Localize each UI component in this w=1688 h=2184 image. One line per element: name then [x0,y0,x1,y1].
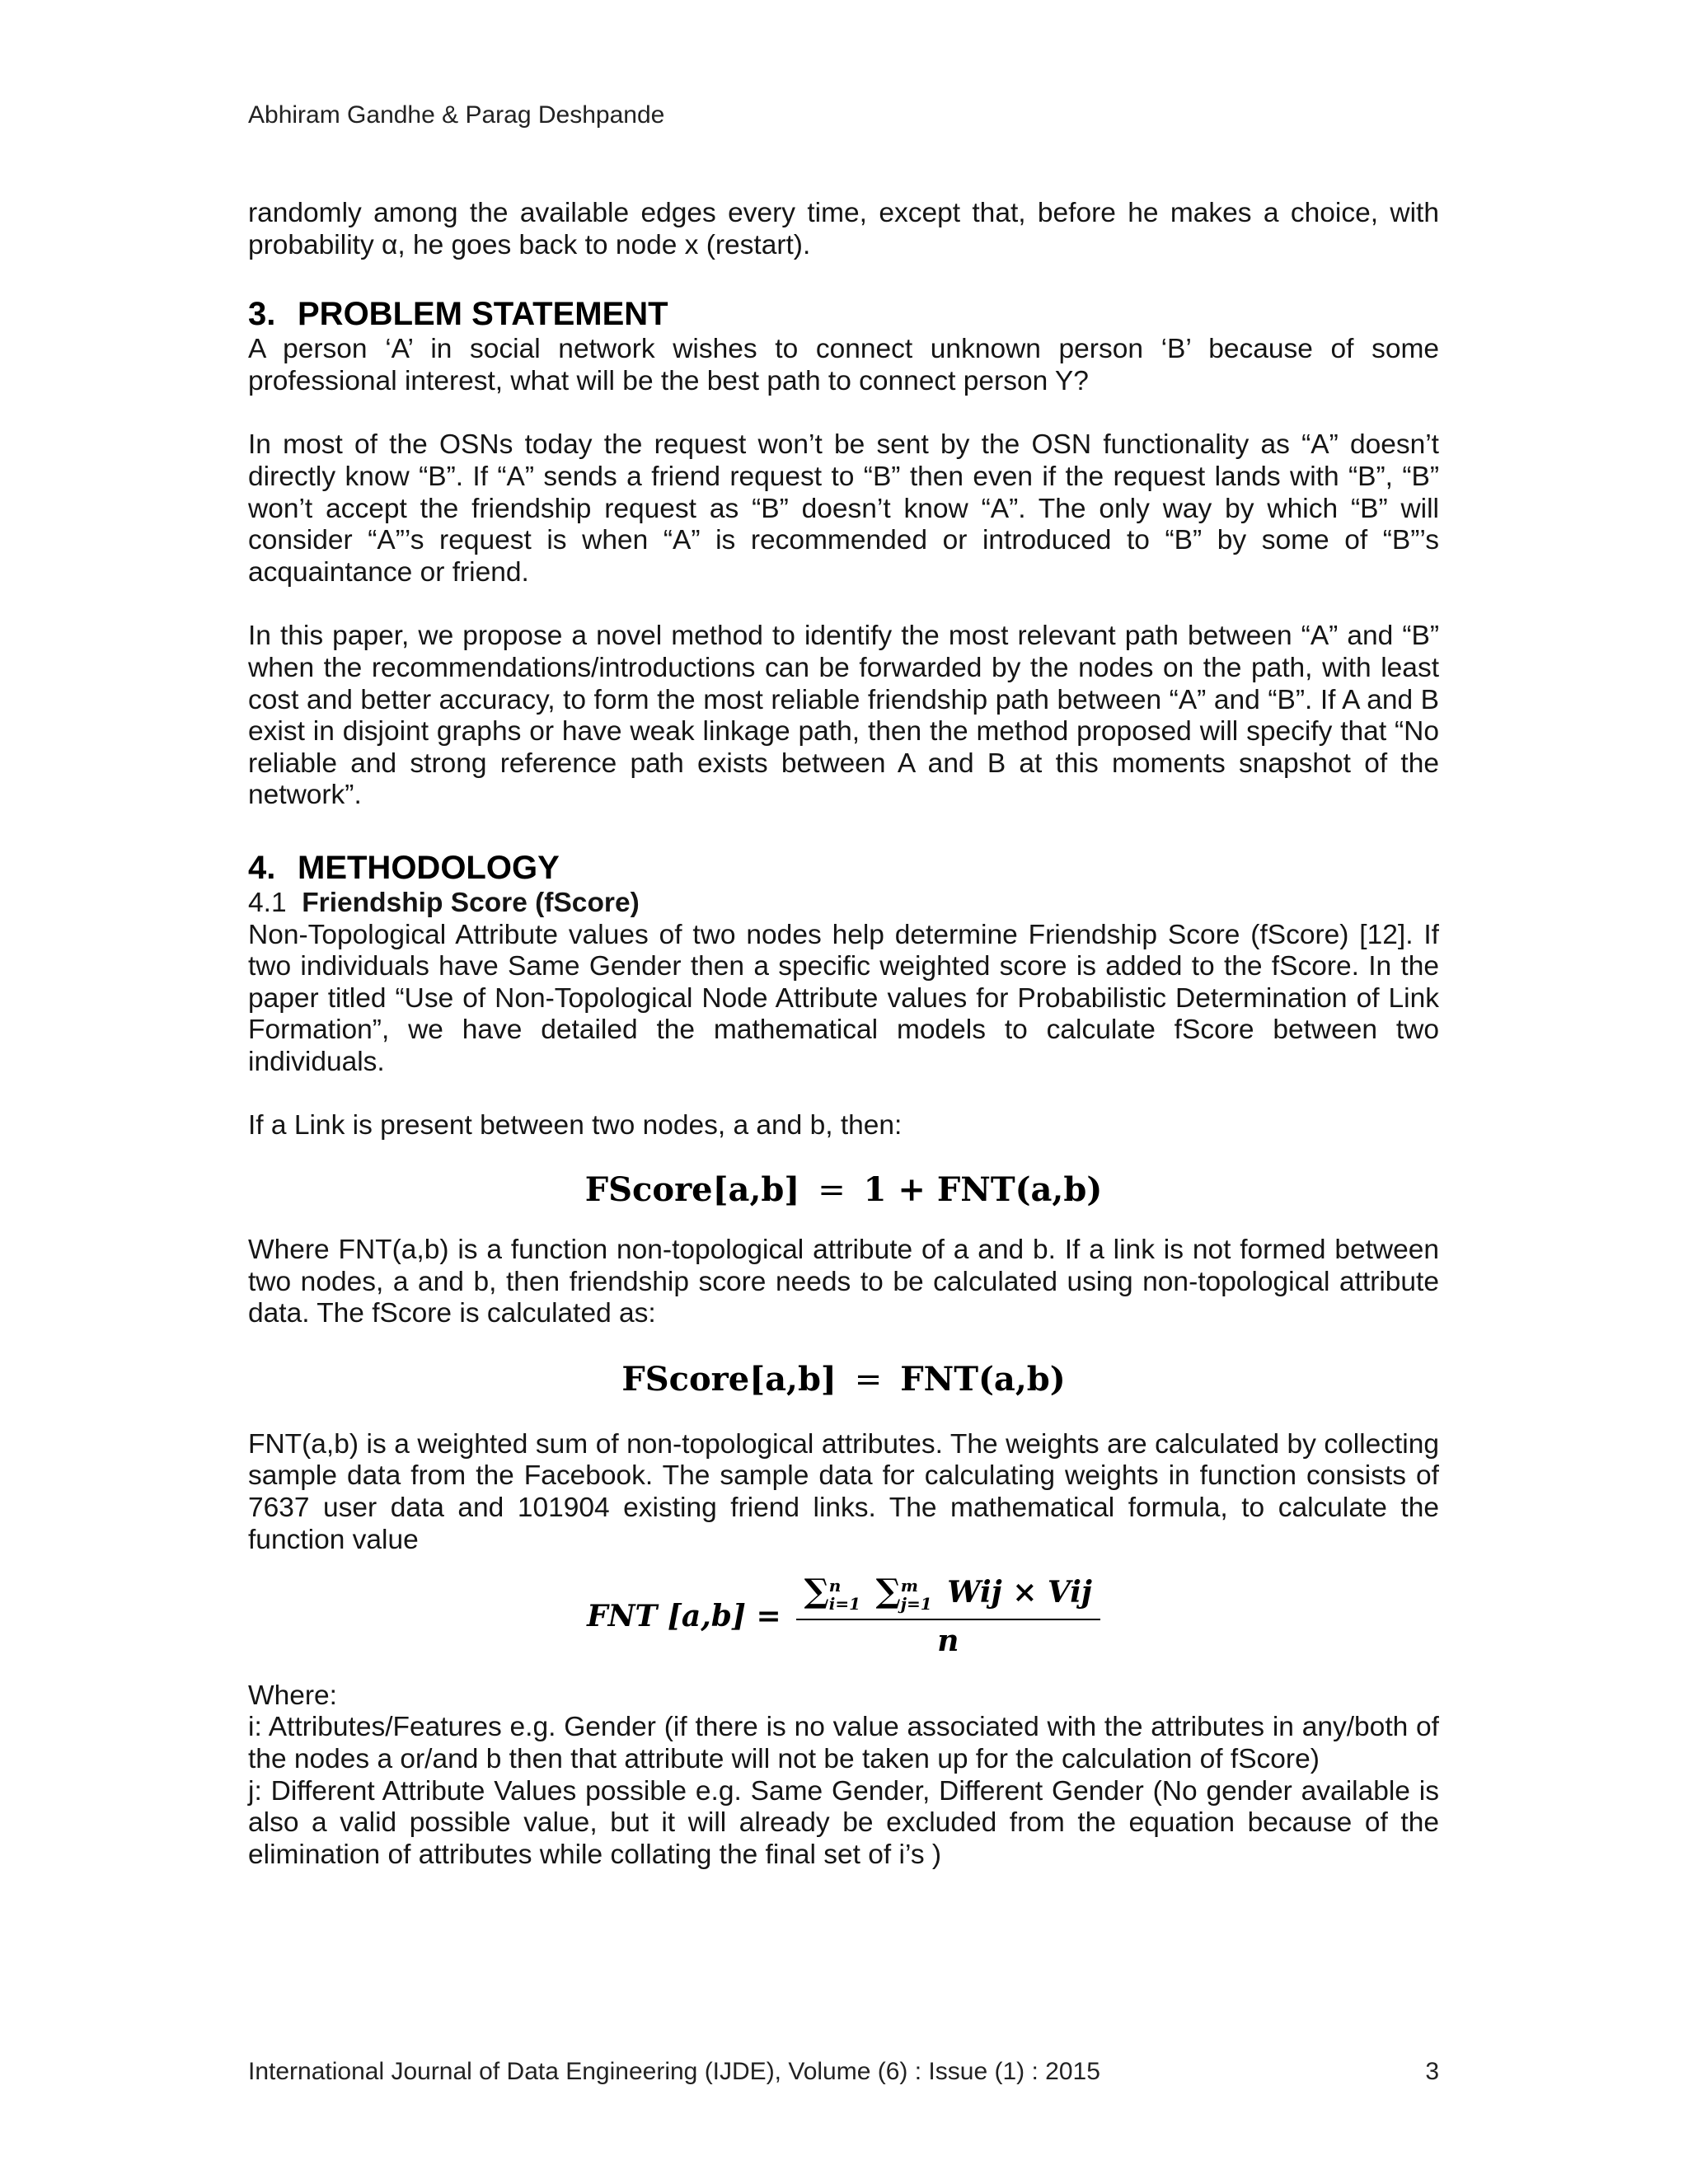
equation-3-numerator [796,1572,1100,1620]
subsection-4-1-heading [248,888,1439,920]
subsection-number: 4.1 [248,887,287,918]
definition-j: j: Different Attribute Values possible e.g. Same Gender, Different Gender (No gender available is also a valid possible value, but it will already be excluded from the equation because of the elimination of attributes while collating the final set of i’s ) [248,1775,1439,1870]
page-content [248,198,1439,1871]
equation-1-equals: = [818,1171,846,1210]
equation-3-denominator: n [937,1624,959,1659]
intro-paragraph: randomly among the available edges every time, except that, before he makes a choice, with probability α, he goes back to node x (restart). [248,198,1439,260]
equation-fscore-linked [248,1169,1439,1212]
section-3-paragraph-3: In this paper, we propose a novel method to identify the most relevant path between “A” and “B” when the recommendations/introductions can be forwarded by the nodes on the path, with least cost and better accuracy, to form the most reliable friendship path between “A” and “B”. If A and B exist in disjoint graphs or have weak linkage path, then the method proposed will specify that “No reliable and strong reference path exists between A and B at this moments snapshot of the network”. [248,621,1439,811]
section-4-paragraph-4: FNT(a,b) is a weighted sum of non-topological attributes. The weights are calculated by collecting sample data from the Facebook. The sample data for calculating weights in function consists of 7637 user data and 101904 existing friend links. The mathematical formula, to calculate the function value [248,1428,1439,1555]
where-label: Where: [248,1680,337,1711]
section-4-heading [248,848,1439,888]
equation-3-lhs: FNT [a,b] = [587,1599,781,1634]
equation-fscore-unlinked [248,1358,1439,1401]
equation-fnt [248,1572,1439,1659]
equation-2-equals: = [854,1360,883,1399]
summation-limits-i: n i=1 [828,1576,861,1615]
section-4-title: METHODOLOGY [298,849,560,886]
equation-2-rhs: FNT(a,b) [900,1359,1066,1399]
equation-3-term: Wij × Vij [947,1575,1092,1610]
section-3-heading [248,294,1439,334]
subsection-title: Friendship Score (fScore) [302,887,640,918]
section-4-paragraph-1: Non-Topological Attribute values of two nodes help determine Friendship Score (fScore) [12]. If two individuals have Same Gender then a specific weighted score is added to the fScore. In the paper titled “Use of Non-Topological Node Attribute values for Probabilistic Determination of Link Formation”, we have detailed the mathematical models to calculate fScore between two individuals. [248,919,1439,1077]
section-4-number: 4. [248,849,276,886]
equation-3-fraction [796,1572,1100,1659]
equation-1-rhs: 1 + FNT(a,b) [863,1170,1103,1210]
page-number: 3 [1425,2058,1439,2085]
definition-i: i: Attributes/Features e.g. Gender (if there is no value associated with the attributes in any/both of the nodes a or/and b then that attribute will not be taken up for the calculation of fScore) [248,1712,1439,1774]
section-3-title: PROBLEM STATEMENT [298,296,668,333]
section-3-paragraph-2: In most of the OSNs today the request won’t be sent by the OSN functionality as “A” doesn’t directly know “B”. If “A” sends a friend request to “B” then even if the request lands with “B”, “B” won’t accept the friendship request as “B” doesn’t know “A”. The only way by which “B” will consider “A”’s request is when “A” is recommended or introduced to “B” by some of “B”’s acquaintance or friend. [248,429,1439,588]
summation-limits-j: m j=1 [900,1576,932,1615]
summation-symbol-i: ∑ [804,1572,829,1611]
summation-symbol-j: ∑ [875,1572,901,1611]
equation-1-lhs: FScore[a,b] [584,1170,800,1210]
running-header-authors: Abhiram Gandhe & Parag Deshpande [248,101,665,129]
section-4-paragraph-2: If a Link is present between two nodes, a and b, then: [248,1110,903,1141]
section-3-number: 3. [248,296,276,333]
page-footer [248,2057,1439,2087]
equation-2-lhs: FScore[a,b] [621,1359,837,1399]
section-4-paragraph-3: Where FNT(a,b) is a function non-topological attribute of a and b. If a link is not formed between two nodes, a and b, then friendship score needs to be calculated using non-topological attribute data. The fScore is calculated as: [248,1235,1439,1329]
section-3-paragraph-1: A person ‘A’ in social network wishes to connect unknown person ‘B’ because of some professional interest, what will be the best path to connect person Y? [248,334,1439,396]
footer-journal: International Journal of Data Engineering (IJDE), Volume (6) : Issue (1) : 2015 [248,2058,1100,2085]
